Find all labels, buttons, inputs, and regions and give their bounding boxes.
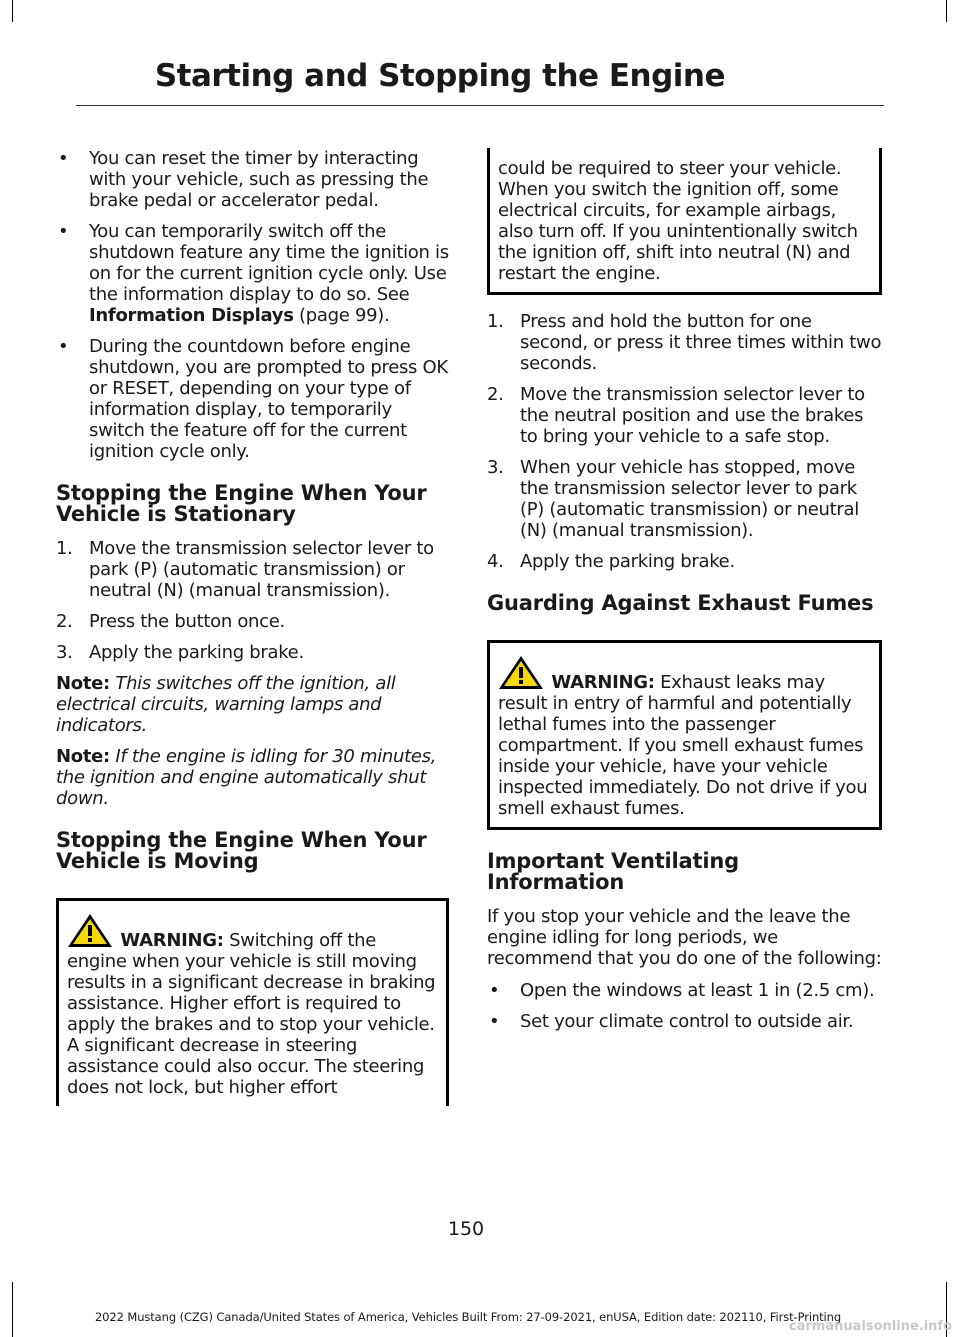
section-heading: Important Ventilating Information [487, 849, 739, 894]
list-item: 3. Apply the parking brake. [56, 642, 304, 663]
list-item: • You can reset the timer by interacting with your vehicle, such as pressing the brake pedal or accelerator pedal. [56, 148, 449, 211]
warning-label: WARNING: [551, 672, 655, 693]
warning-text: Exhaust leaks may result in entry of harmful and potentially lethal fumes into the passenger compartment. If you smell exhaust fumes inside your vehicle, have your vehicle inspected immediately. Do not drive if you smell exhaust fumes. [498, 672, 868, 819]
list-item: • Open the windows at least 1 in (2.5 cm). [487, 980, 882, 1001]
warning-label: WARNING: [120, 930, 224, 951]
numbered-list [56, 538, 449, 663]
page-title: Starting and Stopping the Engine [154, 58, 725, 94]
warning-text: Switching off the engine when your vehicle is still moving results in a significant decrease in braking assistance. Higher effort is required to apply the brakes and to stop your vehicle. A significant decrease in steering assistance could also occur. The steering does not lock, but higher effort [67, 930, 436, 1098]
bullet-list [56, 148, 449, 462]
page-number: 150 [447, 1218, 485, 1240]
crop-mark [946, 0, 947, 22]
footer-text: 2022 Mustang (CZG) Canada/United States of America, Vehicles Built From: 27-09-2021, enUSA, Edition date: 202110, First-Printing [94, 1310, 842, 1324]
list-item: • Set your climate control to outside air. [487, 1011, 882, 1032]
list-item: 2. Move the transmission selector lever to the neutral position and use the brakes to bring your vehicle to a safe stop. [487, 384, 865, 447]
section-heading: Stopping the Engine When Your Vehicle is Stationary [56, 481, 427, 526]
list-item: 3. When your vehicle has stopped, move the transmission selector lever to park (P) (automatic transmission) or neutral (N) (manual transmission). [487, 457, 859, 541]
list-item: 1. Move the transmission selector lever to park (P) (automatic transmission) or neutral (N) (manual transmission). [56, 538, 434, 601]
list-item: • You can temporarily switch off the shutdown feature any time the ignition is on for the current ignition cycle only. Use the information display to do so. See Information Displays (page 99). [56, 221, 449, 326]
paragraph: If you stop your vehicle and the leave the engine idling for long periods, we recommend that you do one of the following: [487, 906, 882, 969]
note: Note: This switches off the ignition, all electrical circuits, warning lamps and indicators. [56, 673, 396, 736]
crop-mark [12, 0, 13, 22]
numbered-list [487, 311, 882, 572]
list-item: 4. Apply the parking brake. [487, 551, 735, 572]
section-heading: Stopping the Engine When Your Vehicle is Moving [56, 828, 427, 873]
warning-box [487, 640, 882, 830]
warning-text: could be required to steer your vehicle. When you switch the ignition off, some electrical circuits, for example airbags, also turn off. If you unintentionally switch the ignition off, shift into neutral (N) and restart the engine. [498, 158, 858, 284]
warning-box [56, 898, 449, 1106]
cross-reference-link[interactable]: Information Displays [89, 305, 294, 326]
header-rule [76, 105, 884, 106]
list-item: 2. Press the button once. [56, 611, 285, 632]
list-item: • During the countdown before engine shutdown, you are prompted to press OK or RESET, depending on your type of information display, to temporarily switch the feature off for the current ignition cycle only. [56, 336, 449, 462]
warning-triangle-icon [65, 912, 115, 950]
bullet-list [487, 980, 882, 1032]
left-column [56, 148, 449, 1122]
warning-box-continued [487, 148, 882, 295]
note: Note: If the engine is idling for 30 minutes, the ignition and engine automatically shut down. [56, 746, 437, 809]
warning-triangle-icon [496, 654, 546, 692]
right-column [487, 148, 882, 1042]
section-heading: Guarding Against Exhaust Fumes [487, 591, 874, 615]
watermark: carmanualsonline.info [788, 1319, 952, 1334]
list-item: 1. Press and hold the button for one second, or press it three times within two seconds. [487, 311, 882, 374]
